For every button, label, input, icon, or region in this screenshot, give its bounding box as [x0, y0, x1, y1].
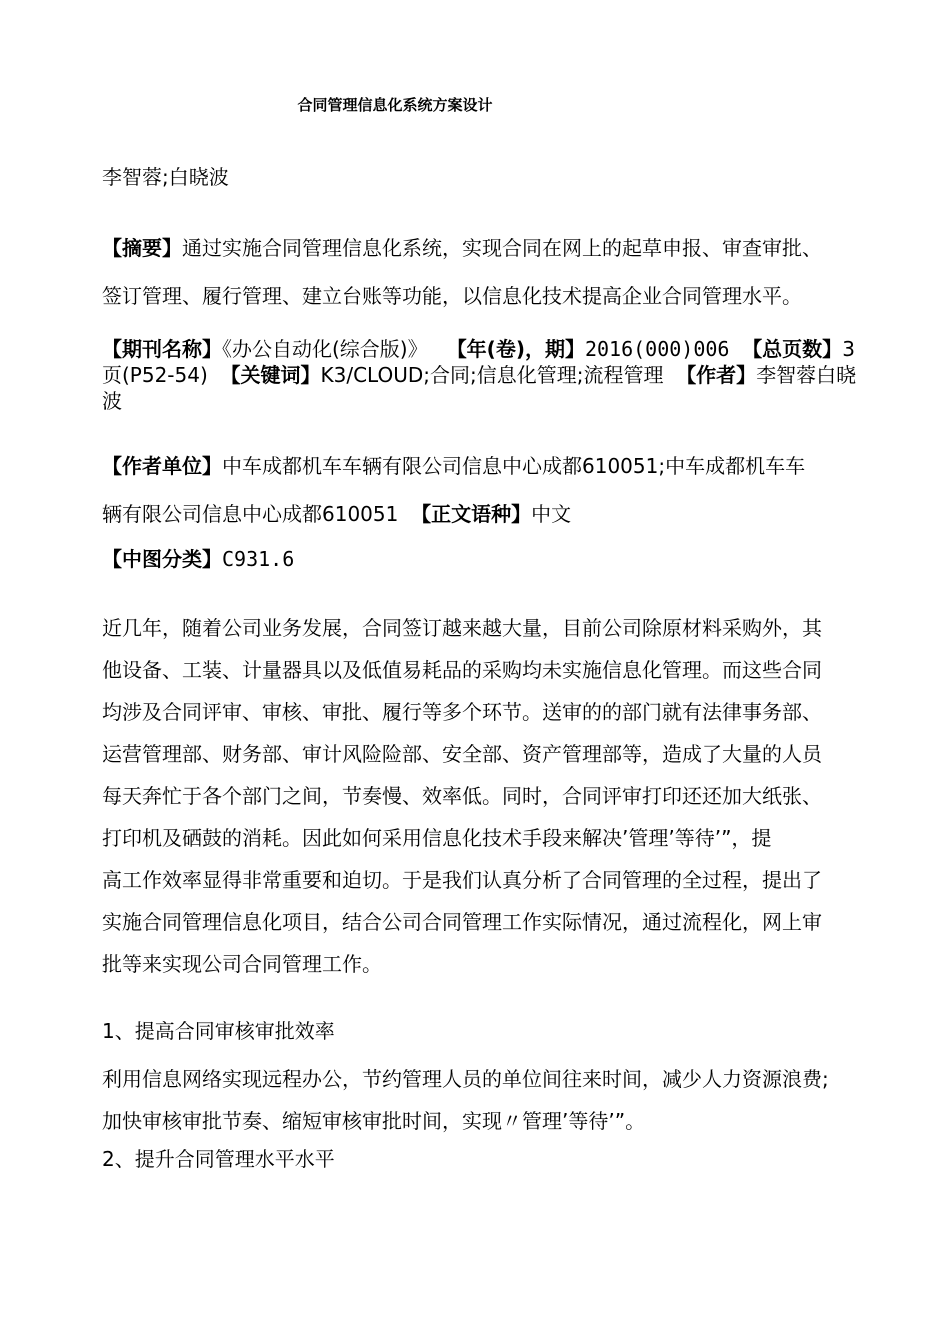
issue-value: 2016(000)006 [584, 337, 730, 361]
affiliation-line-2 [102, 490, 862, 538]
paragraph-line: 打印机及硒鼓的消耗。因此如何采用信息化技术手段来解决’管理’等待’”，提 [102, 826, 772, 850]
author-value-b: 波 [102, 389, 122, 413]
paragraph-line: 加快审核审批节奏、缩短审核审批时间，实现〃管理’等待’”。 [102, 1109, 646, 1133]
paragraph-line: 他设备、工装、计量器具以及低值易耗品的采购均未实施信息化管理。而这些合同 [102, 658, 822, 682]
paragraph-line: 批等来实现公司合同管理工作。 [102, 952, 382, 976]
classification-label: 【中图分类】 [102, 547, 222, 571]
section-heading-1: 1、提高合同审核审批效率 [102, 1019, 335, 1043]
classification-value: C931.6 [222, 547, 295, 571]
journal-label: 【期刊名称】 [102, 337, 222, 361]
abstract-section [102, 224, 862, 320]
classification-section [102, 546, 862, 572]
abstract-text-1: 通过实施合同管理信息化系统，实现合同在网上的起草申报、审查审批、 [182, 236, 822, 260]
metadata-section [102, 336, 862, 414]
author-label: 【作者】 [676, 363, 757, 387]
pages-label: 【总页数】 [742, 337, 843, 361]
abstract-text-2: 签订管理、履行管理、建立台账等功能，以信息化技术提高企业合同管理水平。 [102, 284, 802, 308]
language-value: 中文 [531, 502, 572, 526]
document-title: 合同管理信息化系统方案设计 [297, 96, 493, 114]
affiliation-text-1: 中车成都机车车辆有限公司信息中心成都610051;中车成都机车车 [222, 454, 806, 478]
body-paragraph-2 [102, 1058, 862, 1142]
body-paragraph-1 [102, 607, 862, 985]
paragraph-line: 利用信息网络实现远程办公，节约管理人员的单位间往来时间，减少人力资源浪费; [102, 1067, 829, 1091]
paragraph-line: 近几年，随着公司业务发展，合同签订越来越大量，目前公司除原材料采购外，其 [102, 616, 822, 640]
language-label: 【正文语种】 [411, 502, 532, 526]
paragraph-line: 实施合同管理信息化项目，结合公司合同管理工作实际情况，通过流程化，网上审 [102, 910, 822, 934]
paragraph-line: 运营管理部、财务部、审计风险险部、安全部、资产管理部等，造成了大量的人员 [102, 742, 822, 766]
section-heading-2: 2、提升合同管理水平水平 [102, 1147, 335, 1171]
abstract-line-1 [102, 224, 862, 272]
affiliation-line-1 [102, 442, 862, 490]
affiliation-text-2: 辆有限公司信息中心成都610051 [102, 502, 399, 526]
metadata-line-2 [102, 362, 862, 388]
pages-value-b: 页(P52-54) [102, 363, 208, 387]
classification-line [102, 546, 862, 572]
affiliation-label: 【作者单位】 [102, 454, 222, 478]
paragraph-line: 均涉及合同评审、审核、审批、履行等多个环节。送审的的部门就有法律事务部、 [102, 700, 822, 724]
keywords-value: K3/CLOUD;合同;信息化管理;流程管理 [320, 363, 664, 387]
pages-value-a: 3 [842, 337, 855, 361]
authors: 李智蓉;白晓波 [102, 165, 229, 189]
metadata-line-1 [102, 336, 862, 362]
keywords-label: 【关键词】 [220, 363, 321, 387]
affiliation-section [102, 442, 862, 538]
abstract-label: 【摘要】 [102, 236, 182, 260]
issue-label: 【年(卷)，期】 [446, 337, 585, 361]
journal-value: 《办公自动化(综合版)》 [222, 337, 428, 361]
author-value-a: 李智蓉白晓 [756, 363, 857, 387]
paragraph-line: 高工作效率显得非常重要和迫切。于是我们认真分析了合同管理的全过程，提出了 [102, 868, 822, 892]
paragraph-line: 每天奔忙于各个部门之间，节奏慢、效率低。同时，合同评审打印还还加大纸张、 [102, 784, 822, 808]
